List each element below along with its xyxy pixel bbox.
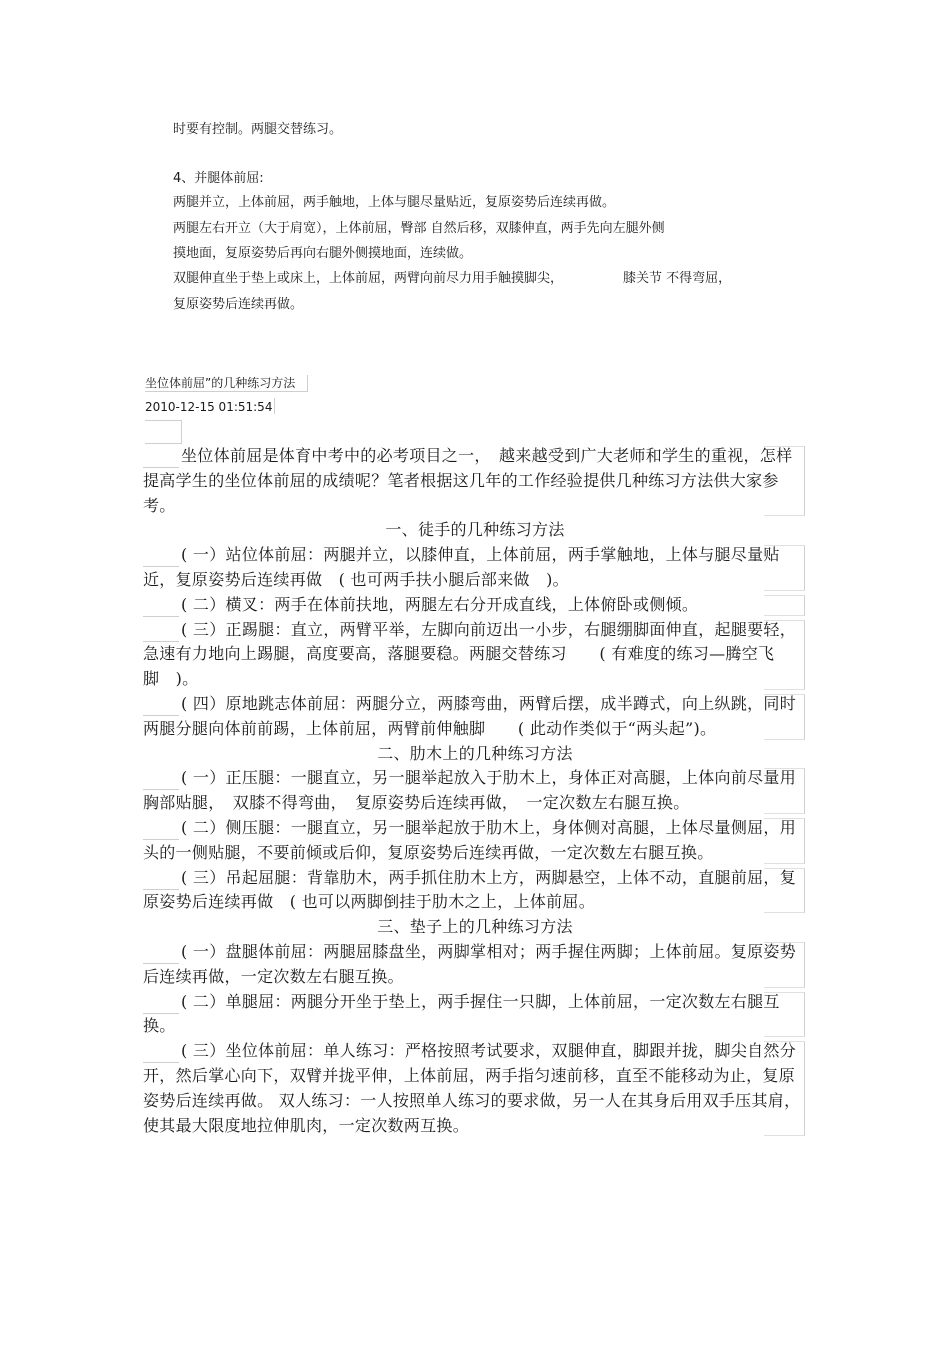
item4-line-4-part-b: 膝关节 不得弯屈， [623,271,732,286]
item4-line-1: 两腿并立，上体前屈，两手触地，上体与腿尽量贴近，复原姿势后连续再做。 [173,195,616,210]
intro-paragraph: 坐位体前屈是体育中考中的必考项目之一， 越来越受到广大老师和学生的重视，怎样提高学生的坐位体前屈的成绩呢？笔者根据这几年的工作经验提供几种练习方法供大家参考。 [143,444,807,518]
section-1-item-4: ( 四）原地跳志体前屈：两腿分立，两膝弯曲，两臂后摆，成半蹲式，向上纵跳，同时两腿分腿向体前前踢，上体前屈，两臂前伸触脚 ( 此动作类似于“两头起”)。 [143,692,807,742]
section-1-item-1: ( 一）站位体前屈：两腿并立，以膝伸直，上体前屈，两手掌触地，上体与腿尽量贴近，复原姿势后连续再做 ( 也可两手扶小腿后部来做 )。 [143,543,807,593]
section-2-item-1: ( 一）正压腿：一腿直立，另一腿举起放入于肋木上，身体正对高腿，上体向前尽量用胸部贴腿， 双膝不得弯曲， 复原姿势后连续再做， 一定次数左右腿互换。 [143,766,807,816]
section-2-item-2: ( 二）侧压腿：一腿直立，另一腿举起放于肋木上，身体侧对高腿，上体尽量侧屈，用头的一侧贴腿，不要前倾或后仰，复原姿势后连续再做，一定次数左右腿互换。 [143,816,807,866]
section-2-item-3: ( 三）吊起屈腿：背靠肋木，两手抓住肋木上方，两脚悬空，上体不动，直腿前屈，复原姿势后连续再做 ( 也可以两脚倒挂于肋木之上，上体前屈。 [143,866,807,916]
blank-frame [145,420,182,444]
article-date: 2010-12-15 01:51:54 [145,400,273,414]
article-body [143,444,807,1138]
section-1-item-2: ( 二）横叉：两手在体前扶地，两腿左右分开成直线，上体俯卧或侧倾。 [143,593,807,618]
section-3-item-2: ( 二）单腿屈：两腿分开坐于垫上，两手握住一只脚，上体前屈，一定次数左右腿互换。 [143,990,807,1040]
item4-line-2: 两腿左右开立（大于肩宽），上体前屈，臀部 自然后移，双膝伸直，两手先向左腿外侧 [173,221,665,236]
item4-line-3: 摸地面，复原姿势后再向右腿外侧摸地面，连续做。 [173,246,473,261]
item4-line-4 [173,270,731,288]
intro-line: 时要有控制。两腿交替练习。 [173,122,343,137]
item4-line-4-part-a: 双腿伸直坐于垫上或床上，上体前屈，两臂向前尽力用手触摸脚尖， [173,271,564,286]
item4-title: 4、并腿体前屈: [173,171,264,186]
section-3-item-1: ( 一）盘腿体前屈：两腿屈膝盘坐，两脚掌相对；两手握住两脚；上体前屈。复原姿势后连续再做，一定次数左右腿互换。 [143,940,807,990]
section-3-heading: 三、垫子上的几种练习方法 [377,917,573,937]
section-1-item-3: ( 三）正踢腿：直立，两臂平举，左脚向前迈出一小步，右腿绷脚面伸直，起腿要轻，急速有力地向上踢腿，高度要高，落腿要稳。两腿交替练习 ( 有难度的练习—腾空飞脚 )。 [143,618,807,692]
section-2-heading: 二、肋木上的几种练习方法 [377,743,573,763]
item4-line-5: 复原姿势后连续再做。 [173,297,304,312]
section-3-item-3: ( 三）坐位体前屈：单人练习：严格按照考试要求，双腿伸直，脚跟并拢，脚尖自然分开，然后掌心向下，双臂并拢平伸，上体前屈，两手指匀速前移，直至不能移动为止，复原姿势后连续再做。 双人练习：一人按照单人练习的要求做，另一人在其身后用双手压其肩，使其最大限度地拉伸肌肉，一定次数两互换。 [143,1039,807,1138]
date-divider [274,398,275,414]
section-1-heading: 一、徒手的几种练习方法 [385,520,565,540]
article-title: 坐位体前屈”的几种练习方法 [145,375,308,392]
